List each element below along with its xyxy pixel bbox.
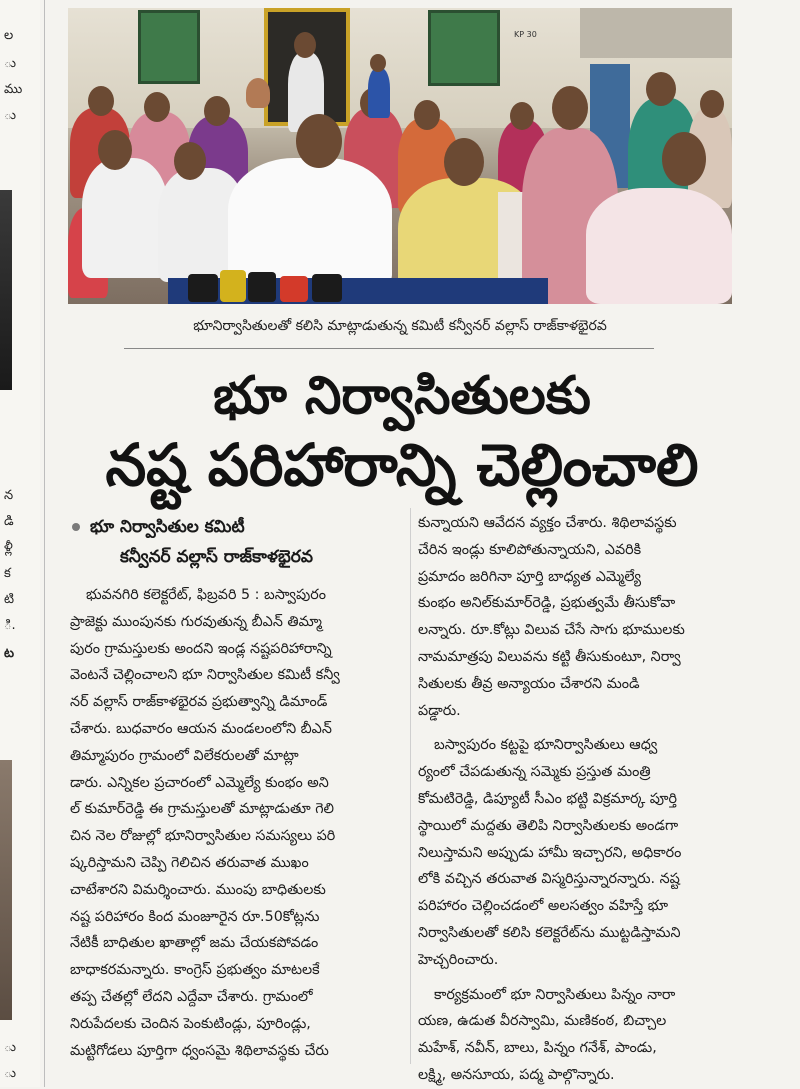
article-line: నామమాత్రపు విలువను కట్టి తీసుకుంటూ, నిర్వా xyxy=(418,648,681,665)
article-line: బాధాకరమన్నారు. కాంగ్రెస్ ప్రభుత్వం మాటలకే xyxy=(70,962,320,979)
article-line: పురం గ్రామస్తులకు అందని ఇండ్ల నష్టపరిహారాన్ని xyxy=(70,640,332,657)
article-line: ష్కరిస్తామని చెప్పి గెలిచిన తరువాత ముఖం xyxy=(70,854,309,871)
photo-person-head xyxy=(98,130,132,170)
article-line: నేటికీ బాధితుల ఖాతాల్లో జమ చేయకపోవడం xyxy=(70,935,319,952)
photo-person xyxy=(586,188,732,304)
article-line: తప్ప చేతల్లో లేదని ఎద్దేవా చేశారు. గ్రామంలో xyxy=(70,988,313,1005)
photo-raised-hand xyxy=(246,78,270,108)
adjacent-text-fragment: ు xyxy=(4,1040,17,1055)
article-body-right-column xyxy=(418,510,736,1089)
adjacent-column-strip xyxy=(0,0,40,1087)
article-line: యణ, ఉడుత వీరస్వామి, మణికంఠ, బిచ్చాల xyxy=(418,1013,667,1030)
photo-wall-plate: KP 30 xyxy=(514,30,537,39)
photo-person-head xyxy=(414,100,440,130)
photo-person-head xyxy=(370,54,386,72)
photo-person-head xyxy=(510,102,534,130)
adjacent-text-fragment: ళ్లీ xyxy=(4,540,13,555)
article-line: నిరుపేదలకు చెందిన పెంకుటిండ్లు, పూరిండ్లు, xyxy=(70,1015,311,1032)
article-line: నర్ వల్లాస్ రాజ్‌కాళభైరవ ప్రభుత్వాన్ని డిమాండ్ xyxy=(70,694,328,711)
news-photo xyxy=(68,8,732,304)
photo-person-head xyxy=(204,96,230,126)
article-line: మహేశ్, నవీన్, బాలు, పిన్నం గనేశ్, పాండు, xyxy=(418,1040,657,1057)
article-line: చిన నెల రోజుల్లో భూనిర్వాసితుల సమస్యలు పరి xyxy=(70,828,336,845)
adjacent-text-fragment: డి xyxy=(4,514,14,529)
article-line: పడ్డారు. xyxy=(418,702,461,719)
bullet-icon xyxy=(72,523,80,531)
column-divider xyxy=(410,508,411,1064)
article-line: లన్నారు. రూ.కోట్లు విలువ చేసే సాగు భూములకు xyxy=(418,622,685,639)
article-line: హెచ్చరించారు. xyxy=(418,951,499,968)
article-line: లోకి వచ్చిన తరువాత విస్మరిస్తున్నారన్నారు. నష్ట xyxy=(418,871,680,888)
article-line: కున్నాయని ఆవేదన వ్యక్తం చేశారు. శిథిలావస్థకు xyxy=(418,515,677,531)
photo-microphone xyxy=(280,276,308,302)
headline-line-2: నష్ట పరిహారాన్ని చెల్లించాలి xyxy=(105,431,699,499)
article-line: డారు. ఎన్నికల ప్రచారంలో ఎమ్మెల్యే కుంభం అని xyxy=(70,774,329,791)
adjacent-text-fragment: ి. xyxy=(4,618,16,633)
article-line: ప్రాజెక్టు ముంపునకు గురవుతున్న బీఎన్ తిమ్మా xyxy=(70,613,322,630)
article-line: ర్యంలో చేపడుతున్న సమ్మెకు ప్రస్తుత మంత్రి xyxy=(418,764,651,781)
adjacent-text-fragment: న xyxy=(4,488,14,503)
caption-rule xyxy=(124,348,654,349)
subheadline xyxy=(72,512,402,572)
article-line: లక్ష్మి, అనసూయ, పద్మ పాల్గొన్నారు. xyxy=(418,1066,615,1083)
adjacent-text-fragment: టి xyxy=(4,592,15,607)
adjacent-photo-edge xyxy=(0,760,12,1020)
photo-person xyxy=(228,158,392,288)
article-line: వెంటనే చెల్లించాలని భూ నిర్వాసితుల కమిటీ కన్వీ xyxy=(70,667,340,684)
subhead-line-1: భూ నిర్వాసితుల కమిటీ xyxy=(90,517,245,537)
photo-person-head xyxy=(296,114,342,168)
adjacent-text-fragment: ము xyxy=(4,82,23,97)
adjacent-text-fragment: ు xyxy=(4,1066,17,1081)
photo-microphone xyxy=(248,272,276,302)
photo-person-head xyxy=(444,138,484,186)
photo-caption: భూనిర్వాసితులతో కలిసి మాట్లాడుతున్న కమిటీ కన్వీనర్ వల్లాస్ రాజ్‌కాళభైరవ xyxy=(193,318,607,334)
article-line: కుంభం అనిల్‌కుమార్‌రెడ్డి, ప్రభుత్వమే తీసుకోవా xyxy=(418,595,676,612)
article-line: చాటేశారని విమర్శించారు. ముంపు బాధితులకు xyxy=(70,881,326,898)
article-line: తిమ్మాపురం గ్రామంలో విలేకరులతో మాట్లా xyxy=(70,747,299,764)
photo-person xyxy=(82,158,168,278)
article-line: సితులకు తీవ్ర అన్యాయం చేశారని మండి xyxy=(418,675,640,692)
article-line: చేరిన ఇండ్లు కూలిపోతున్నాయని, ఎవరికి xyxy=(418,541,642,558)
article-line: కోమటిరెడ్డి, డిప్యూటీ సీఎం భట్టి విక్రమార్క పూర్తి xyxy=(418,790,677,807)
article-line: బస్వాపురం కట్టపై భూనిర్వాసితులు ఆధ్వ xyxy=(434,737,658,754)
article-line: చేశారు. బుధవారం ఆయన మండలంలోని బీఎన్ xyxy=(70,720,332,737)
photo-microphone xyxy=(188,274,218,302)
photo-person xyxy=(368,68,390,118)
article-line: భువనగిరి కలెక్టరేట్, ఫిబ్రవరి 5 : బస్వాపురం xyxy=(86,587,326,603)
paragraph-gap xyxy=(418,974,736,982)
photo-window xyxy=(138,10,200,84)
photo-person-head xyxy=(662,132,706,186)
photo-person-head xyxy=(700,90,724,118)
article-line: పరిహారం చెల్లించడంలో అలసత్వం వహిస్తే భూ xyxy=(418,898,669,915)
article-line: ప్రమాదం జరిగినా పూర్తి బాధ్యత ఎమ్మెల్యే xyxy=(418,568,642,585)
adjacent-text-fragment: ు xyxy=(4,56,17,71)
headline-line-1: భూ నిర్వాసితులకు xyxy=(213,366,591,426)
photo-person-head xyxy=(174,142,206,180)
article-line: నిలుస్తామని అప్పుడు హామీ ఇచ్చారని, అధికారం xyxy=(418,844,682,861)
column-divider xyxy=(44,0,45,1087)
article-line: ల్ కుమార్‌రెడ్డి ఈ గ్రామస్తులతో మాట్లాడుతూ గెలి xyxy=(70,801,335,818)
photo-person-head xyxy=(294,32,316,58)
adjacent-text-fragment: ు xyxy=(4,108,17,123)
photo-person-head xyxy=(144,92,170,122)
article-line: నష్ట పరిహారం కింద మంజూరైన రూ.50కోట్లను xyxy=(70,908,320,925)
photo-person-head xyxy=(552,86,588,130)
adjacent-text-fragment: క xyxy=(4,566,11,581)
adjacent-photo-edge xyxy=(0,190,12,390)
photo-window xyxy=(428,10,500,86)
article-line: మట్టిగోడలు పూర్తిగా ధ్వంసమై శిథిలావస్థకు చేరు xyxy=(70,1042,329,1059)
paragraph-gap xyxy=(418,724,736,732)
photo-microphone xyxy=(220,270,246,302)
article-line: కార్యక్రమంలో భూ నిర్వాసితులు పిన్నం నారా xyxy=(434,986,676,1003)
photo-microphone xyxy=(312,274,342,302)
photo-brick-wall xyxy=(580,8,732,58)
article-line: స్థాయిలో మద్దతు తెలిపి నిర్వాసితులకు అండగా xyxy=(418,817,679,834)
article-line: నిర్వాసితులతో కలిసి కలెక్టరేట్‌ను ముట్టడిస్తామని xyxy=(418,924,681,941)
subhead-line-2: కన్వీనర్ వల్లాస్ రాజ్‌కాళభైరవ xyxy=(120,547,313,567)
adjacent-text-fragment: ల xyxy=(4,28,14,43)
article-body-left-column xyxy=(70,582,404,1064)
photo-person-head xyxy=(88,86,114,116)
photo-person-head xyxy=(646,72,676,106)
adjacent-text-fragment: ట xyxy=(4,646,15,661)
